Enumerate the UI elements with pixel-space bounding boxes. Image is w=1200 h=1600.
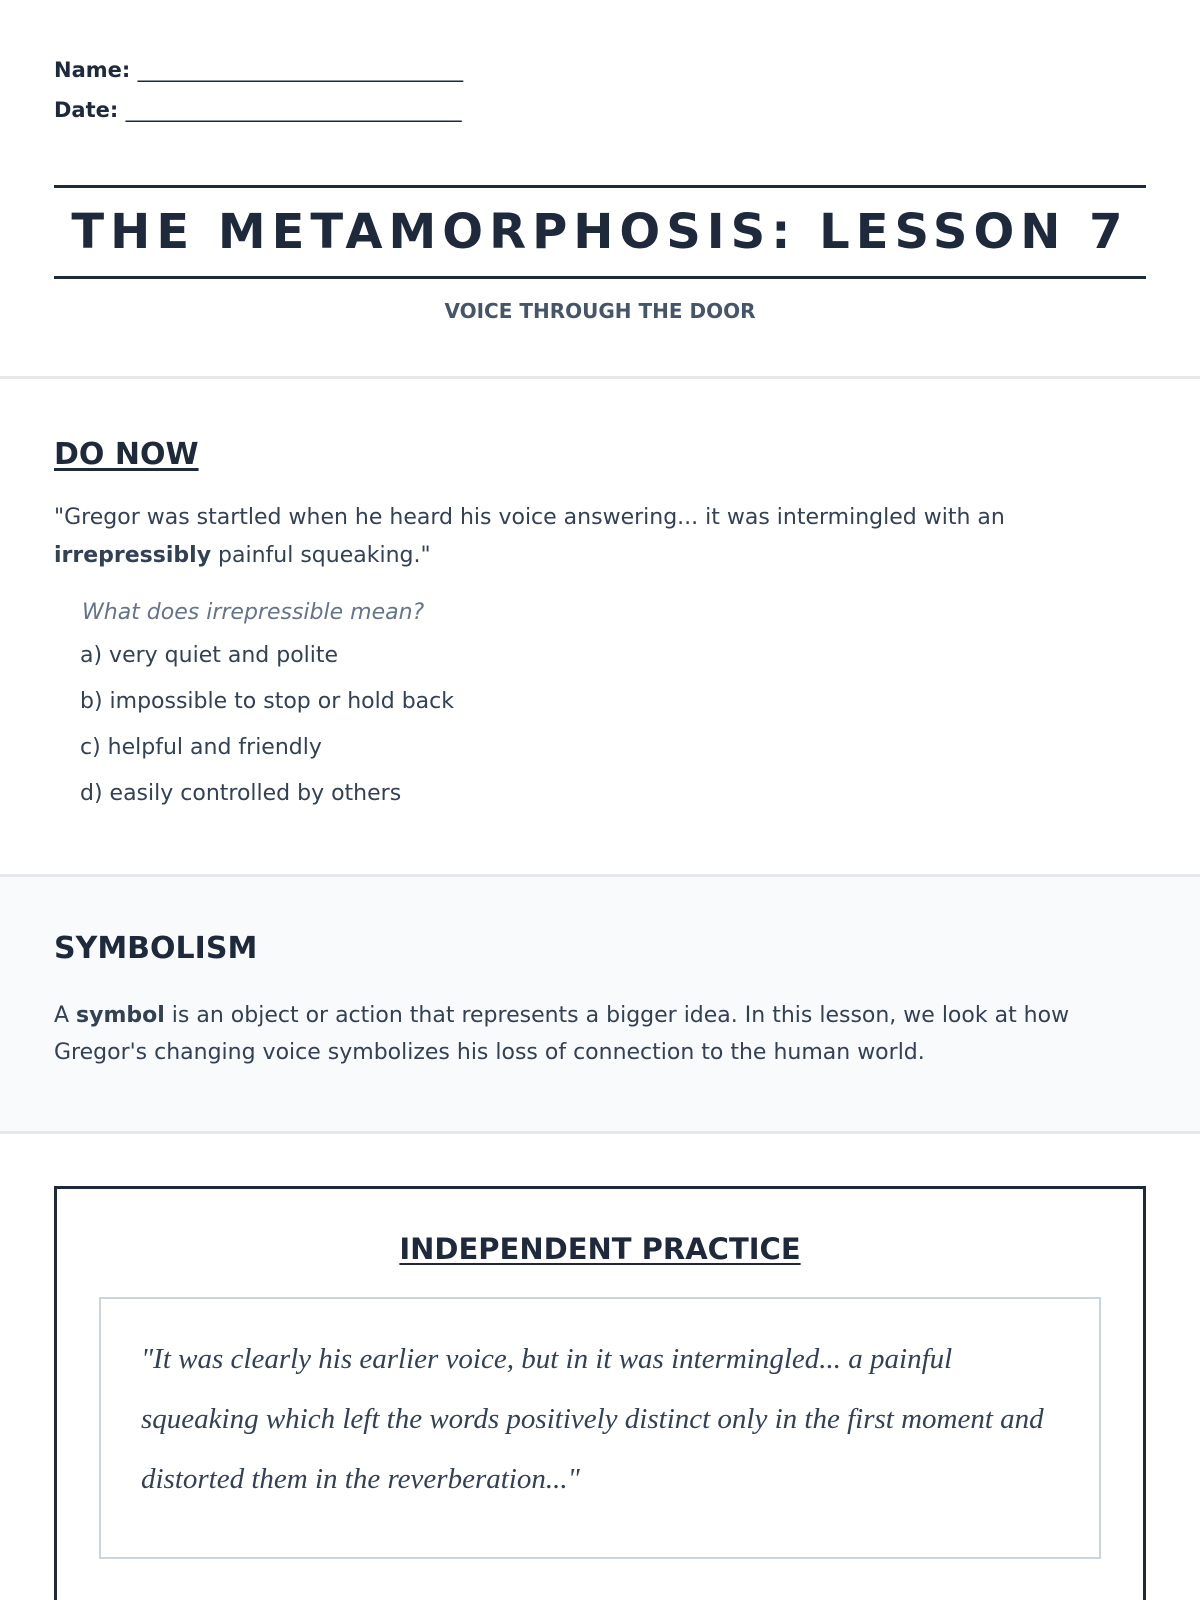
practice-quote: "It was clearly his earlier voice, but in it was intermingled... a painful squeaking which left the words positively distinct only in the first moment and distorted them in the reverberation..." <box>141 1343 1044 1495</box>
answer-option-d[interactable]: d) easily controlled by others <box>80 781 402 806</box>
do-now-quote-keyword: irrepressibly <box>54 543 212 568</box>
do-now-quote <box>54 499 1146 575</box>
name-field[interactable] <box>54 50 1146 90</box>
do-now-quote-start: "Gregor was startled when he heard his voice answering... it was intermingled with an <box>54 505 1005 530</box>
title-rule-bottom <box>54 276 1146 279</box>
do-now-heading: DO NOW <box>54 437 199 472</box>
answer-option-a[interactable]: a) very quiet and polite <box>80 643 339 668</box>
symbolism-text-end: is an object or action that represents a bigger idea. In this lesson, we look at how Gregor's changing voice symbolizes his loss of connection to the human world. <box>54 1003 1070 1065</box>
date-line[interactable]: ________________________________ <box>125 98 462 122</box>
do-now-quote-end: painful squeaking." <box>211 543 431 568</box>
date-field[interactable] <box>54 90 1146 130</box>
name-label: Name: <box>54 58 131 82</box>
do-now-question: What does irrepressible mean? <box>82 600 425 625</box>
worksheet-header <box>0 0 1200 376</box>
answer-option-c[interactable]: c) helpful and friendly <box>80 735 322 760</box>
practice-quote-box <box>99 1297 1101 1559</box>
symbolism-text <box>54 997 1146 1071</box>
name-line[interactable]: _______________________________ <box>137 58 464 82</box>
answer-option-b[interactable]: b) impossible to stop or hold back <box>80 689 454 714</box>
practice-section <box>0 1134 1200 1600</box>
symbolism-keyword: symbol <box>76 1003 165 1028</box>
symbolism-section <box>0 877 1200 1131</box>
date-label: Date: <box>54 98 119 122</box>
do-now-section <box>0 379 1200 874</box>
page-subtitle: VOICE THROUGH THE DOOR <box>444 299 756 323</box>
page-title: THE METAMORPHOSIS: LESSON 7 <box>71 204 1129 260</box>
practice-heading: INDEPENDENT PRACTICE <box>399 1232 801 1266</box>
practice-box <box>54 1186 1146 1600</box>
symbolism-text-start: A <box>54 1003 77 1028</box>
symbolism-heading: SYMBOLISM <box>54 931 258 966</box>
